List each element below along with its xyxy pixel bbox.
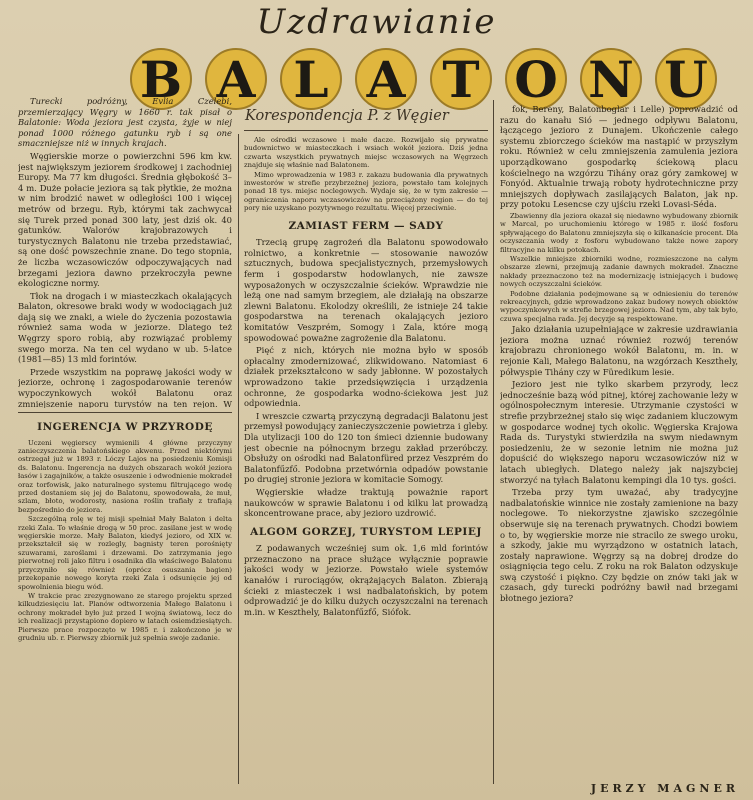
- kicker-title: Uzdrawianie: [256, 2, 497, 42]
- headline-letter: T: [430, 48, 492, 110]
- paragraph: Przede wszystkim na poprawę jakości wody w jeziorze, ochronę i zagospodarowanie terenów wypoczynkowych wokół Balatonu oraz zmniejszenie naporu turystów na ten rejon. W: [18, 366, 232, 408]
- paragraph: Podobne działania podejmowane są w odniesieniu do terenów rekreacyjnych, gdzie wprowadzono zakaz budowy nowych obiektów wypoczynkowych w strefie brzegowej jeziora. Nad tym, aby tak było, czuwa specjalna rada. Jej decyzje są respektowane.: [500, 289, 738, 323]
- paragraph: Pięć z nich, których nie można było w sposób opłacalny zmodernizować, zlikwidowano. Natomiast 6 działek przekształcono w sady jabłonne. W pozostałych wprowadzono takie przedsięwzięcia i urządzenia ochronne, że gospodarka wodno-ściekowa jest już odpowiednia.: [244, 345, 488, 409]
- paragraph: Wszelkie mniejsze zbiorniki wodne, rozmieszczone na całym obszarze zlewni, przejmują zadanie dawnych mokradeł. Znaczne nakłady przeznaczono też na modernizację istniejących i budowę nowych oczyszczalni ścieków.: [500, 254, 738, 289]
- headline-letter: U: [655, 48, 717, 110]
- column-1-lower: [18, 414, 232, 786]
- headline-letter: N: [580, 48, 642, 110]
- column-1: [18, 96, 232, 408]
- column-2: [244, 136, 488, 784]
- subheading: ALGOM GORZEJ, TURYSTOM LEPIEJ: [250, 525, 482, 538]
- section-divider: [244, 130, 488, 131]
- headline-letter: B: [130, 48, 192, 110]
- small-text-block: [244, 136, 488, 213]
- column-3: [500, 104, 738, 768]
- paragraph: Węgierskie władze traktują poważnie raport naukowców w sprawie Balatonu i od kilku lat prowadzą skoncentrowane prace, aby jezioro uzdrowić.: [244, 486, 488, 519]
- lead-paragraph: Turecki podróżny, Evlia Czelebi, przemierzający Węgry w 1660 r. tak pisał o Balatonie: Woda jeziora jest czysta, żyje w niej ponad 1000 różnego gatunku ryb i są one smaczniejsze niż w innych krajach.: [18, 96, 232, 149]
- column-divider: [238, 134, 239, 784]
- paragraph: Tłok na drogach i w miasteczkach okalających Balaton, okresowe braki wody w wodociągach już dają się we znaki, a wiele do życzenia pozostawia również sama woda w jeziorze. Dlatego też Węgrzy sporo robią, aby rozwiązać problemy swego morza. Na ten cel wydano w ub. 5-latce (1981—85) 13 mld forintów.: [18, 290, 232, 365]
- paragraph: Zbawienny dla jeziora okazał się niedawno wybudowany zbiornik w Marcal, po uruchomieniu którego w 1985 r. ilość fosforu spływającego do Balatonu zmniejszyła się o kilkanaście procent. Dla oczyszczania wody z fosforu wybudowano także nowe zapory filtracyjne na kilku potokach.: [500, 211, 738, 254]
- headline-letter: A: [205, 48, 267, 110]
- paragraph: Ale ośrodki wczasowe i małe dacze. Rozwijało się prywatne budownictwo w miasteczkach i wsiach wokół jeziora. Dziś jedna czwarta wszystkich prywatnych miejsc wczasowych na Węgrzech znajduje się właśnie nad Balatonem.: [244, 136, 488, 170]
- paragraph: Uczeni węgierscy wymienili 4 główne przyczyny zanieczyszczenia balatońskiego akwenu. Przed niektórymi ostrzegał już w 1893 r. Lóczy Lajos na posiedzeniu Komisji ds. Balatonu. Ingerencja na dużych obszarach wokół jeziora łasów i zagajników, a także osuszenie i odwodnienie mokradeł oraz torfowisk, jako naturalnego systemu filtrującego wodę przed dostaniem się jej do Balatonu, spowodowała, że muł, szlam, błoto, wodorosty, nasiona roślin trafiały z trafiają bezpośrednio do jeziora.: [18, 438, 232, 514]
- paragraph: Z podawanych wcześniej sum ok. 1,6 mld forintów przeznaczono na prace służące wyłącznie poprawie jakości wody w jeziorze. Powstało wiele systemów kanałów i rurociągów, okrążających Balaton. Zbierają ścieki z miasteczek i wsi nadbalatońskich, by potem odprowadzić je do kilku dużych oczyszczalni na terenach m.in. w Keszthely, Balatonfűzfő, Siófok.: [244, 543, 488, 617]
- byline: Korespondencja P. z Węgier: [245, 108, 449, 124]
- headline-letter: O: [505, 48, 567, 110]
- paragraph: Trzeba przy tym uważać, aby tradycyjne nadbalatońskie winnice nie zostały zamienione na bazy noclegowe. To niekorzystne zjawisko szczególnie obserwuje się na terenach prywatnych. Chodzi bowiem o to, by węgierskie morze nie stracilo ze swego uroku, a szkody, jakie mu wyrządzono w ostatnich latach, zostały naprawione. Węgrzy są na dobrej drodze do osiągnięcia tego celu. Z roku na rok Balaton odzyskuje swą czystość i piękno. Czy będzie on znów taki jak w czasach, gdy turecki podróżny bawił nad brzegami błotnego jeziora?: [500, 487, 738, 604]
- section-divider: [18, 412, 232, 413]
- paragraph: Szczególną rolę w tej misji spełniał Mały Balaton i delta rzeki Zala. To właśnie drogą w 50 proc. zasilane jest w wodę węgierskie morze. Mały Balaton, kiedyś jezioro, od XIX w. przekształcił się w rozlegly, bagnisty teren porośnięty szuwarami, zaroślami i drzewami. Do zatrzymania jego pierwotnej roli jako filtru i osadnika dla właściwego Balatonu przyczyniło się również (oprócz osuszania bagien) przekopanie nowego koryta rzeki Zala i odsunięcie jej od spowolnienia biegu wód.: [18, 515, 232, 591]
- subheading: ZAMIAST FERM — SADY: [288, 219, 444, 232]
- small-text-block: [18, 439, 232, 643]
- paragraph: Jezioro jest nie tylko skarbem przyrody, lecz jednocześnie bazą wód pitnej, której zachowanie leży w ogólnospołecznym interesie. Utrzymanie czystości w strefie przybrzeżnej stało się więc zadaniem kluczowym w gospodarce wodnej tych okolic. Węgierska Krajowa Rada ds. Turystyki stwierdziła na swym niedawnym posiedzeniu, że w sezonie letnim nie można już dopuścić do większego naporu wczasowiczów niż w latach ubiegłych. Dlatego należy jak najszybciej stworzyć na tyłach Balatonu kempingi dla 10 tys. gości.: [500, 379, 738, 485]
- headline-letter: L: [280, 48, 342, 110]
- paragraph: Trzecią grupę zagrożeń dla Balatonu spowodowało rolnictwo, a konkretnie — stosowanie nawozów sztucznych, budowa specjalistycznych, przemysłowych ferm i gospodarstw hodowlanych, nie zawsze wyposażonych w oczyszczalnie ścieków. Wprawdzie nie leżą one nad samym brzegiem, ale działają na obszarze zlewni Balatonu. Ekolodzy określili, że istnieje 24 takie gospodarstwa na terenach okalających jezioro komitatów Veszprém, Somogy i Zala, które mogą spowodować poważne zagrożenie dla Balatonu.: [244, 237, 488, 343]
- author-signature: JERZY MAGNER: [590, 782, 739, 795]
- paragraph: W trakcie prac zrezygnowano ze starego projektu sprzed kilkudziesięciu lat. Planów odtworzenia Małego Balatonu i ochrony mokradeł było już przed I wojną światową, lecz do ich realizacji przystąpiono dopiero w latach osiemdziesiątych. Pierwsze prace rozpoczęto w 1985 r. i zakończono je w grudniu ub. r. Pierwszy zbiornik już spełnia swoje zadanie.: [18, 591, 232, 642]
- paragraph: fok, Bereny, Balatonboglar i Lelle) poprowadzić od razu do kanału Sió — jednego odpływu Balatonu, łączącego jezioro z Dunajem. Ukończenie całego systemu zbiorczego ścieków ma nastąpić w przyszłym roku. Również w celu zmniejszenia zamulenia jeziora uporządkowano gospodarkę ściekową placu kościelnego na wzgórzu Tihány oraz góry zamkowej w Fonyód. Aktualnie trwają roboty hydrotechniczne przy mniejszych dopływach zasilających Balaton, jak np. przy potoku Lesencse czy ujściu rzeki Lovasi-Séda.: [500, 104, 738, 210]
- paragraph: I wreszcie czwartą przyczyną degradacji Balatonu jest przemysł powodujący zanieczyszczenie powietrza i gleby. Dla utylizacji 100 do 120 ton śmieci dziennie budowany jest obecnie na północnym brzegu zakład przeróbczy. Obsłuży on ośrodki nad Balatonfüred przez Veszprém do Balatonfűzfő. Podobna przetwórnia odpadów powstanie po drugiej stronie jeziora w komitacie Somogy.: [244, 410, 488, 485]
- paragraph: Mimo wprowadzenia w 1983 r. zakazu budowania dla prywatnych inwestorów w strefie przybrzeżnej jeziora, powstało tam kolejnych ponad 18 tys. miejsc noclegowych. Wydaje się, że w tym zakresie — ograniczenia naporu wczasowiczów na przeciążony region — do tej pory nie uzyskano pozytywnego rezultatu. Więcej przeciwnie.: [244, 170, 488, 213]
- subheading: INGERENCJA W PRZYRODĘ: [37, 421, 213, 433]
- small-text-block: [500, 212, 738, 323]
- paragraph: Jako działania uzupełniające w zakresie uzdrawiania jeziora można uznać również rozwój terenów krajobrazu chronionego wokół Balatonu, m. in. w rejonie Kali, Małego Balatonu, na wzgórzach Keszthely, półwyspie Tihány czy w Füredikum lesie.: [500, 324, 738, 377]
- paragraph: Węgierskie morze o powierzchni 596 km kw. jest największym jeziorem środkowej i zachodniej Europy. Ma 77 km długości. Średnia głębokość 3–4 m. Duże połacie jeziora są tak płytkie, że można w nim brodzić nawet w odległości 100 i więcej metrów od brzegu. Ryb, którymi tak zachwycał się Turek przed ponad 300 laty, jest dziś ok. 40 gatunków. Walorów krajobrazowych i turystycznych Balatonu nie trzeba przedstawiać, są one dość powszechnie znane. Do tego stopnia, że liczba wczasowiczów odpoczywających nad brzegami jeziora dawno przekroczyła pewne ekologiczne normy.: [18, 150, 232, 289]
- column-divider: [493, 100, 494, 784]
- headline-letter: A: [355, 48, 417, 110]
